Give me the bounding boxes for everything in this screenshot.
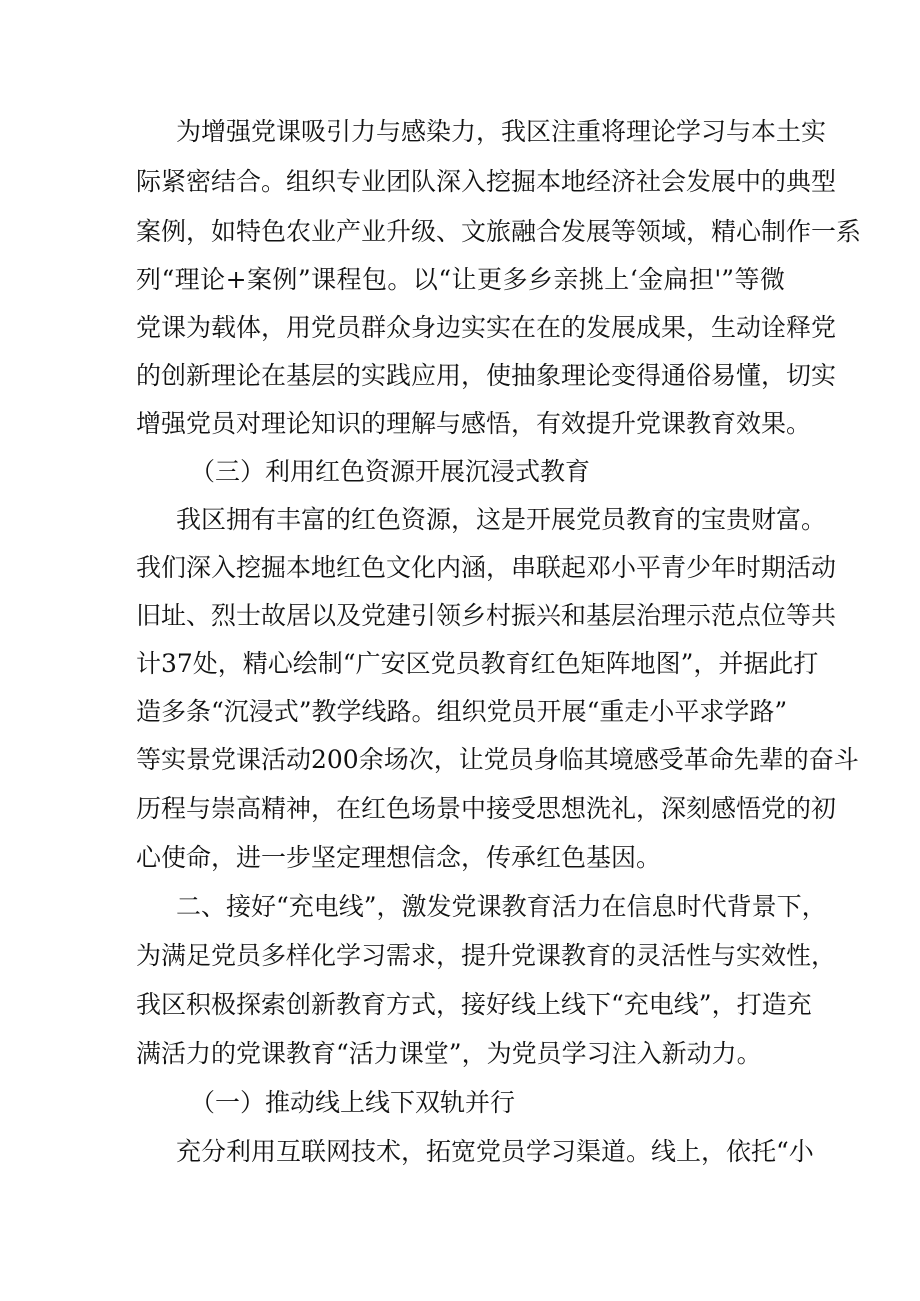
paragraph-line: 我们深入挖掘本地红色文化内涵，串联起邓小平青少年时期活动 [136, 553, 837, 582]
paragraph-line: 满活力的党课教育“活力课堂”，为党员学习注入新动力。 [136, 1039, 762, 1068]
paragraph-line: 我区积极探索创新教育方式，接好线上线下“充电线”，打造充 [136, 990, 812, 1019]
paragraph-line: 心使命，进一步坚定理想信念，传承红色基因。 [136, 843, 662, 872]
paragraph-line: 我区拥有丰富的红色资源，这是开展党员教育的宝贵财富。 [176, 505, 827, 534]
section-heading: （三）利用红色资源开展沉浸式教育 [190, 457, 591, 486]
paragraph-line: 案例，如特色农业产业升级、文旅融合发展等领域，精心制作一系 [136, 217, 862, 246]
paragraph-line: 历程与崇高精神，在红色场景中接受思想洗礼，深刻感悟党的初 [136, 794, 837, 823]
paragraph-line: 增强党员对理论知识的理解与感悟，有效提升党课教育效果。 [136, 409, 812, 438]
paragraph-line: 充分利用互联网技术，拓宽党员学习渠道。线上，依托“小 [176, 1137, 814, 1166]
paragraph-line: 等实景党课活动200余场次，让党员身临其境感受革命先辈的奋斗 [136, 745, 859, 774]
paragraph-line: 列“理论+案例”课程包。以“让更多乡亲挑上‘金扁担'”等微 [136, 265, 785, 294]
paragraph-line: 旧址、烈士故居以及党建引领乡村振兴和基层治理示范点位等共 [136, 601, 837, 630]
paragraph-line: 二、接好“充电线”，激发党课教育活力在信息时代背景下， [176, 892, 827, 921]
paragraph-line: 计37处，精心绘制“广安区党员教育红色矩阵地图”，并据此打 [136, 649, 819, 678]
paragraph-line: 的创新理论在基层的实践应用，使抽象理论变得通俗易懂，切实 [136, 361, 837, 390]
paragraph-line: 党课为载体，用党员群众身边实实在在的发展成果，生动诠释党 [136, 313, 837, 342]
section-heading: （一）推动线上线下双轨并行 [190, 1088, 516, 1117]
paragraph-line: 际紧密结合。组织专业团队深入挖掘本地经济社会发展中的典型 [136, 167, 837, 196]
paragraph-line: 为满足党员多样化学习需求，提升党课教育的灵活性与实效性， [136, 941, 837, 970]
paragraph-line: 造多条“沉浸式”教学线路。组织党员开展“重走小平求学路” [136, 697, 788, 726]
paragraph-line: 为增强党课吸引力与感染力，我区注重将理论学习与本土实 [176, 117, 827, 146]
